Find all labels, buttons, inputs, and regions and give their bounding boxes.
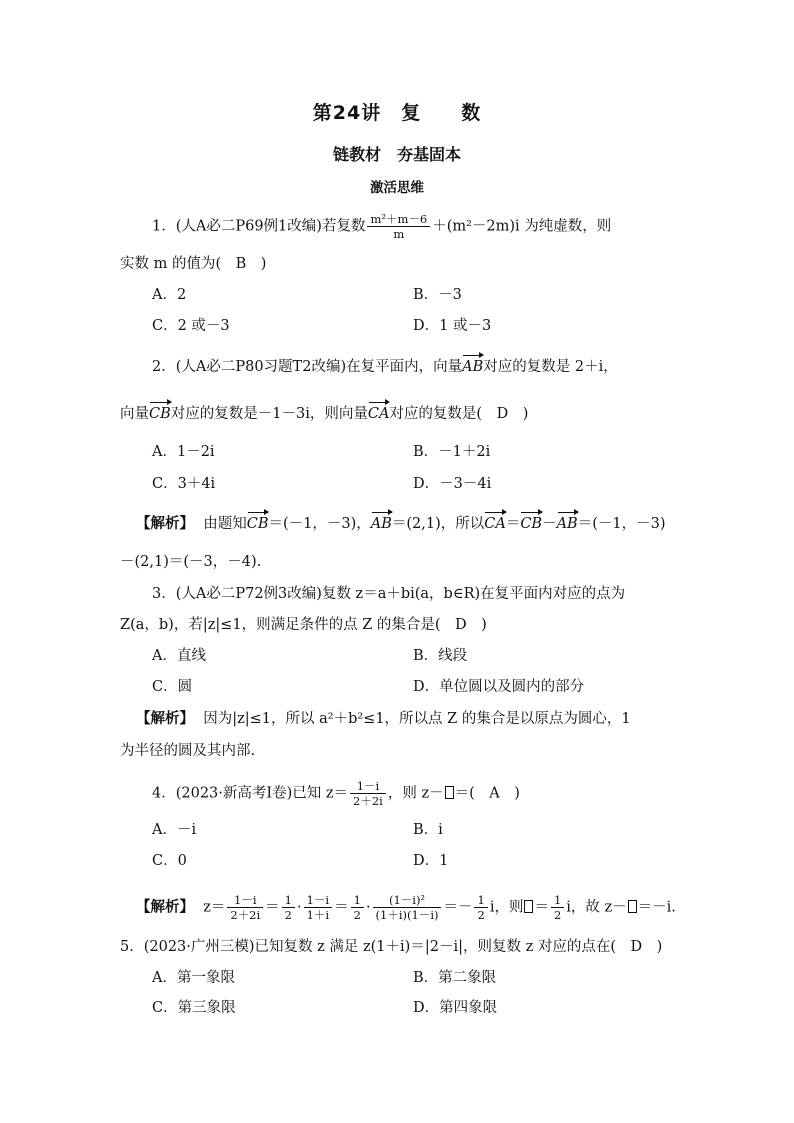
q2-option-c: C．3＋4i [152,476,216,492]
q1-fraction: $\frac{\text{m²＋m－6}}{m}$ [367,212,430,241]
q1-option-d: D．1 或－3 [413,318,492,334]
q3-analysis-line1: 【解析】 因为|z|≤1，所以 a²＋b²≤1，所以点 Z 的集合是以原点为圆心，1 [136,711,631,727]
q1-option-c: C．2 或－3 [152,318,230,334]
q4-stem: 4．(2023·新高考Ⅰ卷)已知 z＝ $\frac{1-i}{2+2i}$ ，则 z－ ＝( A ) [152,779,520,808]
lecture-title: 第24讲 复 数 [312,102,482,124]
q3-option-d: D．单位圆以及圆内的部分 [413,679,585,695]
q1-option-b: B．－3 [413,287,462,303]
q4-option-d: D．1 [413,853,449,869]
q5-option-a: A．第一象限 [152,970,235,986]
q2-option-d: D．－3－4i [413,476,492,492]
q2-option-a: A．1－2i [152,444,215,460]
q3-stem-line2: Z(a，b)，若|z|≤1，则满足条件的点 Z 的集合是( D ) [120,617,487,633]
q5-stem: 5．(2023·广州三模)已知复数 z 满足 z(1＋i)＝|2－i|，则复数 z 对应的点在( D ) [120,939,663,955]
q2-stem-line2: 向量CB对应的复数是－1－3i，则向量CA对应的复数是( D ) [120,406,529,422]
q3-option-c: C．圆 [152,679,193,695]
q4-option-a: A．－i [152,822,197,838]
subsection-title: 激活思维 [370,180,424,196]
q5-option-c: C．第三象限 [152,1000,236,1016]
q5-option-b: B．第二象限 [413,970,497,986]
q4-option-c: C．0 [152,853,187,869]
q2-stem-line1: 2．(人A必二P80习题T2改编)在复平面内，向量AB对应的复数是 2＋i， [152,359,618,375]
q2-analysis-line2: －(2,1)＝(－3，－4). [120,554,262,570]
conjugate-z-box [445,786,454,799]
q2-option-b: B．－1＋2i [413,444,491,460]
q1-stem-line2: 实数 m 的值为( B ) [120,256,267,272]
q4-option-b: B．i [413,822,443,838]
q4-analysis: 【解析】 z＝ $\frac{1-i}{2+2i}$ ＝ $\frac{1}{2}$ · $\frac{1-i}{1+i}$ ＝ $\frac{1}{2}$ · $\frac{\text{(1－i)²}}{(1+i)(1-i)}$ ＝－ $\frac{1}{2}$ i，则 ＝ $\frac{1}{2}$ i，故 z－ ＝－i. [136,893,676,922]
q1-option-a: A．2 [152,287,187,303]
q5-option-d: D．第四象限 [413,1000,498,1016]
analysis-label: 【解析】 [136,516,194,532]
q3-analysis-line2: 为半径的圆及其内部. [120,743,256,759]
q2-analysis-line1: 【解析】 由题知CB＝(－1，－3)，AB＝(2,1)，所以CA＝CB－AB＝(－1，－3) [136,516,666,532]
q3-option-a: A．直线 [152,648,206,664]
q1-stem-line1: 1．(人A必二P69例1改编)若复数 $\frac{\text{m²＋m－6}}{m}$ ＋(m²－2m)i 为纯虚数，则 [152,212,612,241]
vector-ca: CA [367,406,390,422]
q3-stem-line1: 3．(人A必二P72例3改编)复数 z＝a＋bi(a，b∈R)在复平面内对应的点为 [152,586,626,602]
section-title: 链教材 夯基固本 [332,145,461,164]
vector-ab: AB [462,359,484,375]
q3-option-b: B．线段 [413,648,468,664]
vector-cb: CB [149,406,171,422]
